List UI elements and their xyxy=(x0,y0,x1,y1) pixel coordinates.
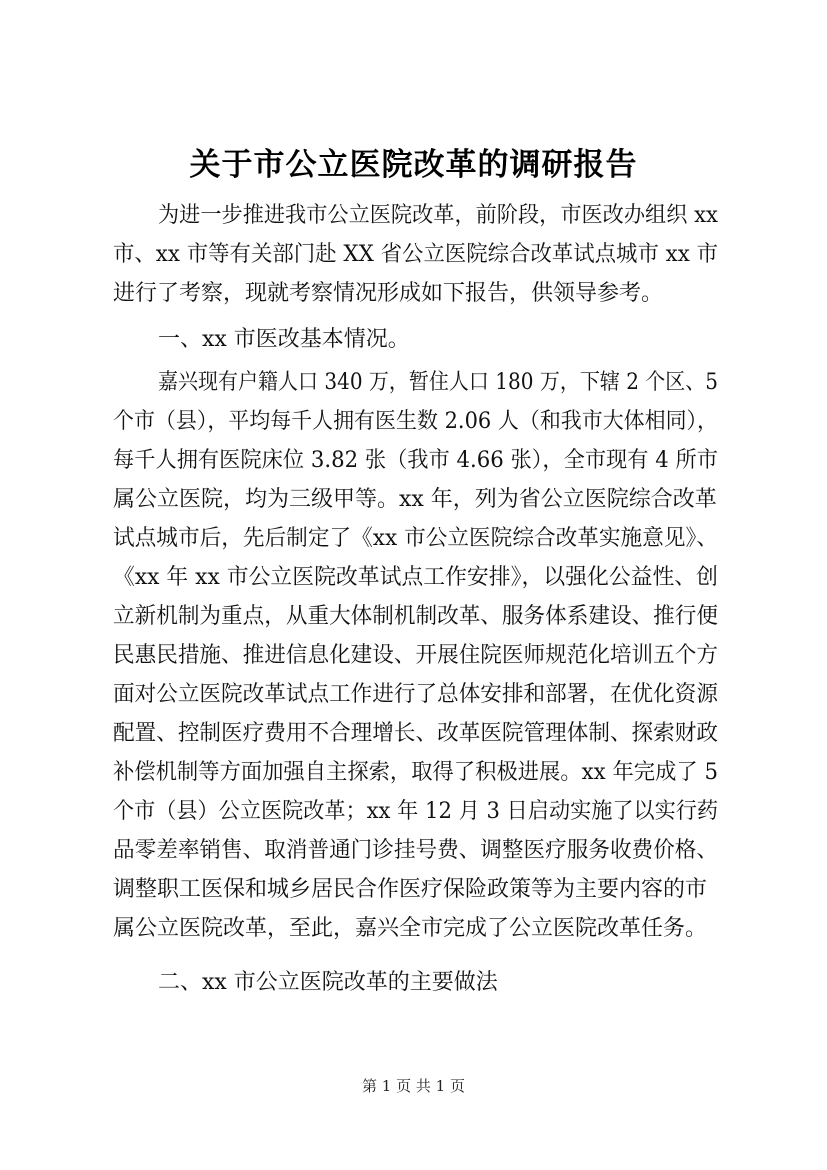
line-text: 《xx 年 xx 市公立医院改革试点工作安排》，以强化公益性、创 xyxy=(113,565,718,590)
text-line xyxy=(0,198,827,234)
line-text: 市、xx 市等有关部门赴 XX 省公立医院综合改革试点城市 xx 市 xyxy=(113,242,719,267)
line-text: 属公立医院，均为三级甲等。xx 年，列为省公立医院综合改革 xyxy=(113,487,717,512)
document-title: 关于市公立医院改革的调研报告 xyxy=(189,147,638,183)
line-text: 个市（县），平均每千人拥有医生数 2.06 人（和我市大体相同）， xyxy=(113,409,719,434)
text-line xyxy=(0,365,827,401)
text-line xyxy=(0,911,827,947)
line-text: 调整职工医保和城乡居民合作医疗保险政策等为主要内容的市 xyxy=(113,877,708,902)
text-line xyxy=(0,833,827,869)
line-text: 民惠民措施、推进信息化建设、开展住院医师规范化培训五个方 xyxy=(113,643,718,668)
line-text: 立新机制为重点，从重大体制机制改革、服务体系建设、推行便 xyxy=(113,604,718,629)
line-text: 试点城市后，先后制定了《xx 市公立医院综合改革实施意见》、 xyxy=(113,526,718,551)
line-text: 进行了考察，现就考察情况形成如下报告，供领导参考。 xyxy=(113,281,664,306)
page-footer: 第 1 页 共 1 页 xyxy=(362,1077,465,1095)
text-line xyxy=(0,237,827,273)
text-line xyxy=(0,404,827,440)
line-text: 嘉兴现有户籍人口 340 万，暂住人口 180 万，下辖 2 个区、5 xyxy=(158,370,719,395)
text-line xyxy=(0,599,827,635)
section-heading xyxy=(0,965,827,1001)
text-line xyxy=(0,677,827,713)
line-text: 补偿机制等方面加强自主探索，取得了积极进展。xx 年完成了 5 xyxy=(113,760,719,785)
line-text: 二、xx 市公立医院改革的主要做法 xyxy=(158,970,498,995)
line-text: 一、xx 市医改基本情况。 xyxy=(158,327,410,352)
text-line xyxy=(0,755,827,791)
line-text: 为进一步推进我市公立医院改革，前阶段，市医改办组织 xx xyxy=(158,203,718,228)
line-text: 品零差率销售、取消普通门诊挂号费、调整医疗服务收费价格、 xyxy=(113,838,718,863)
text-line xyxy=(0,560,827,596)
line-text: 个市（县）公立医院改革；xx 年 12 月 3 日启动实施了以实行药 xyxy=(113,799,719,824)
text-line xyxy=(0,638,827,674)
text-line xyxy=(0,482,827,518)
text-line xyxy=(0,794,827,830)
line-text: 面对公立医院改革试点工作进行了总体安排和部署，在优化资源 xyxy=(113,682,718,707)
line-text: 配置、控制医疗费用不合理增长、改革医院管理体制、探索财政 xyxy=(113,721,718,746)
text-line xyxy=(0,276,827,312)
text-line xyxy=(0,716,827,752)
text-line xyxy=(0,443,827,479)
line-text: 属公立医院改革，至此，嘉兴全市完成了公立医院改革任务。 xyxy=(113,916,708,941)
text-line xyxy=(0,872,827,908)
line-text: 每千人拥有医院床位 3.82 张（我市 4.66 张），全市现有 4 所市 xyxy=(113,448,718,473)
text-line xyxy=(0,521,827,557)
section-heading xyxy=(0,322,827,358)
